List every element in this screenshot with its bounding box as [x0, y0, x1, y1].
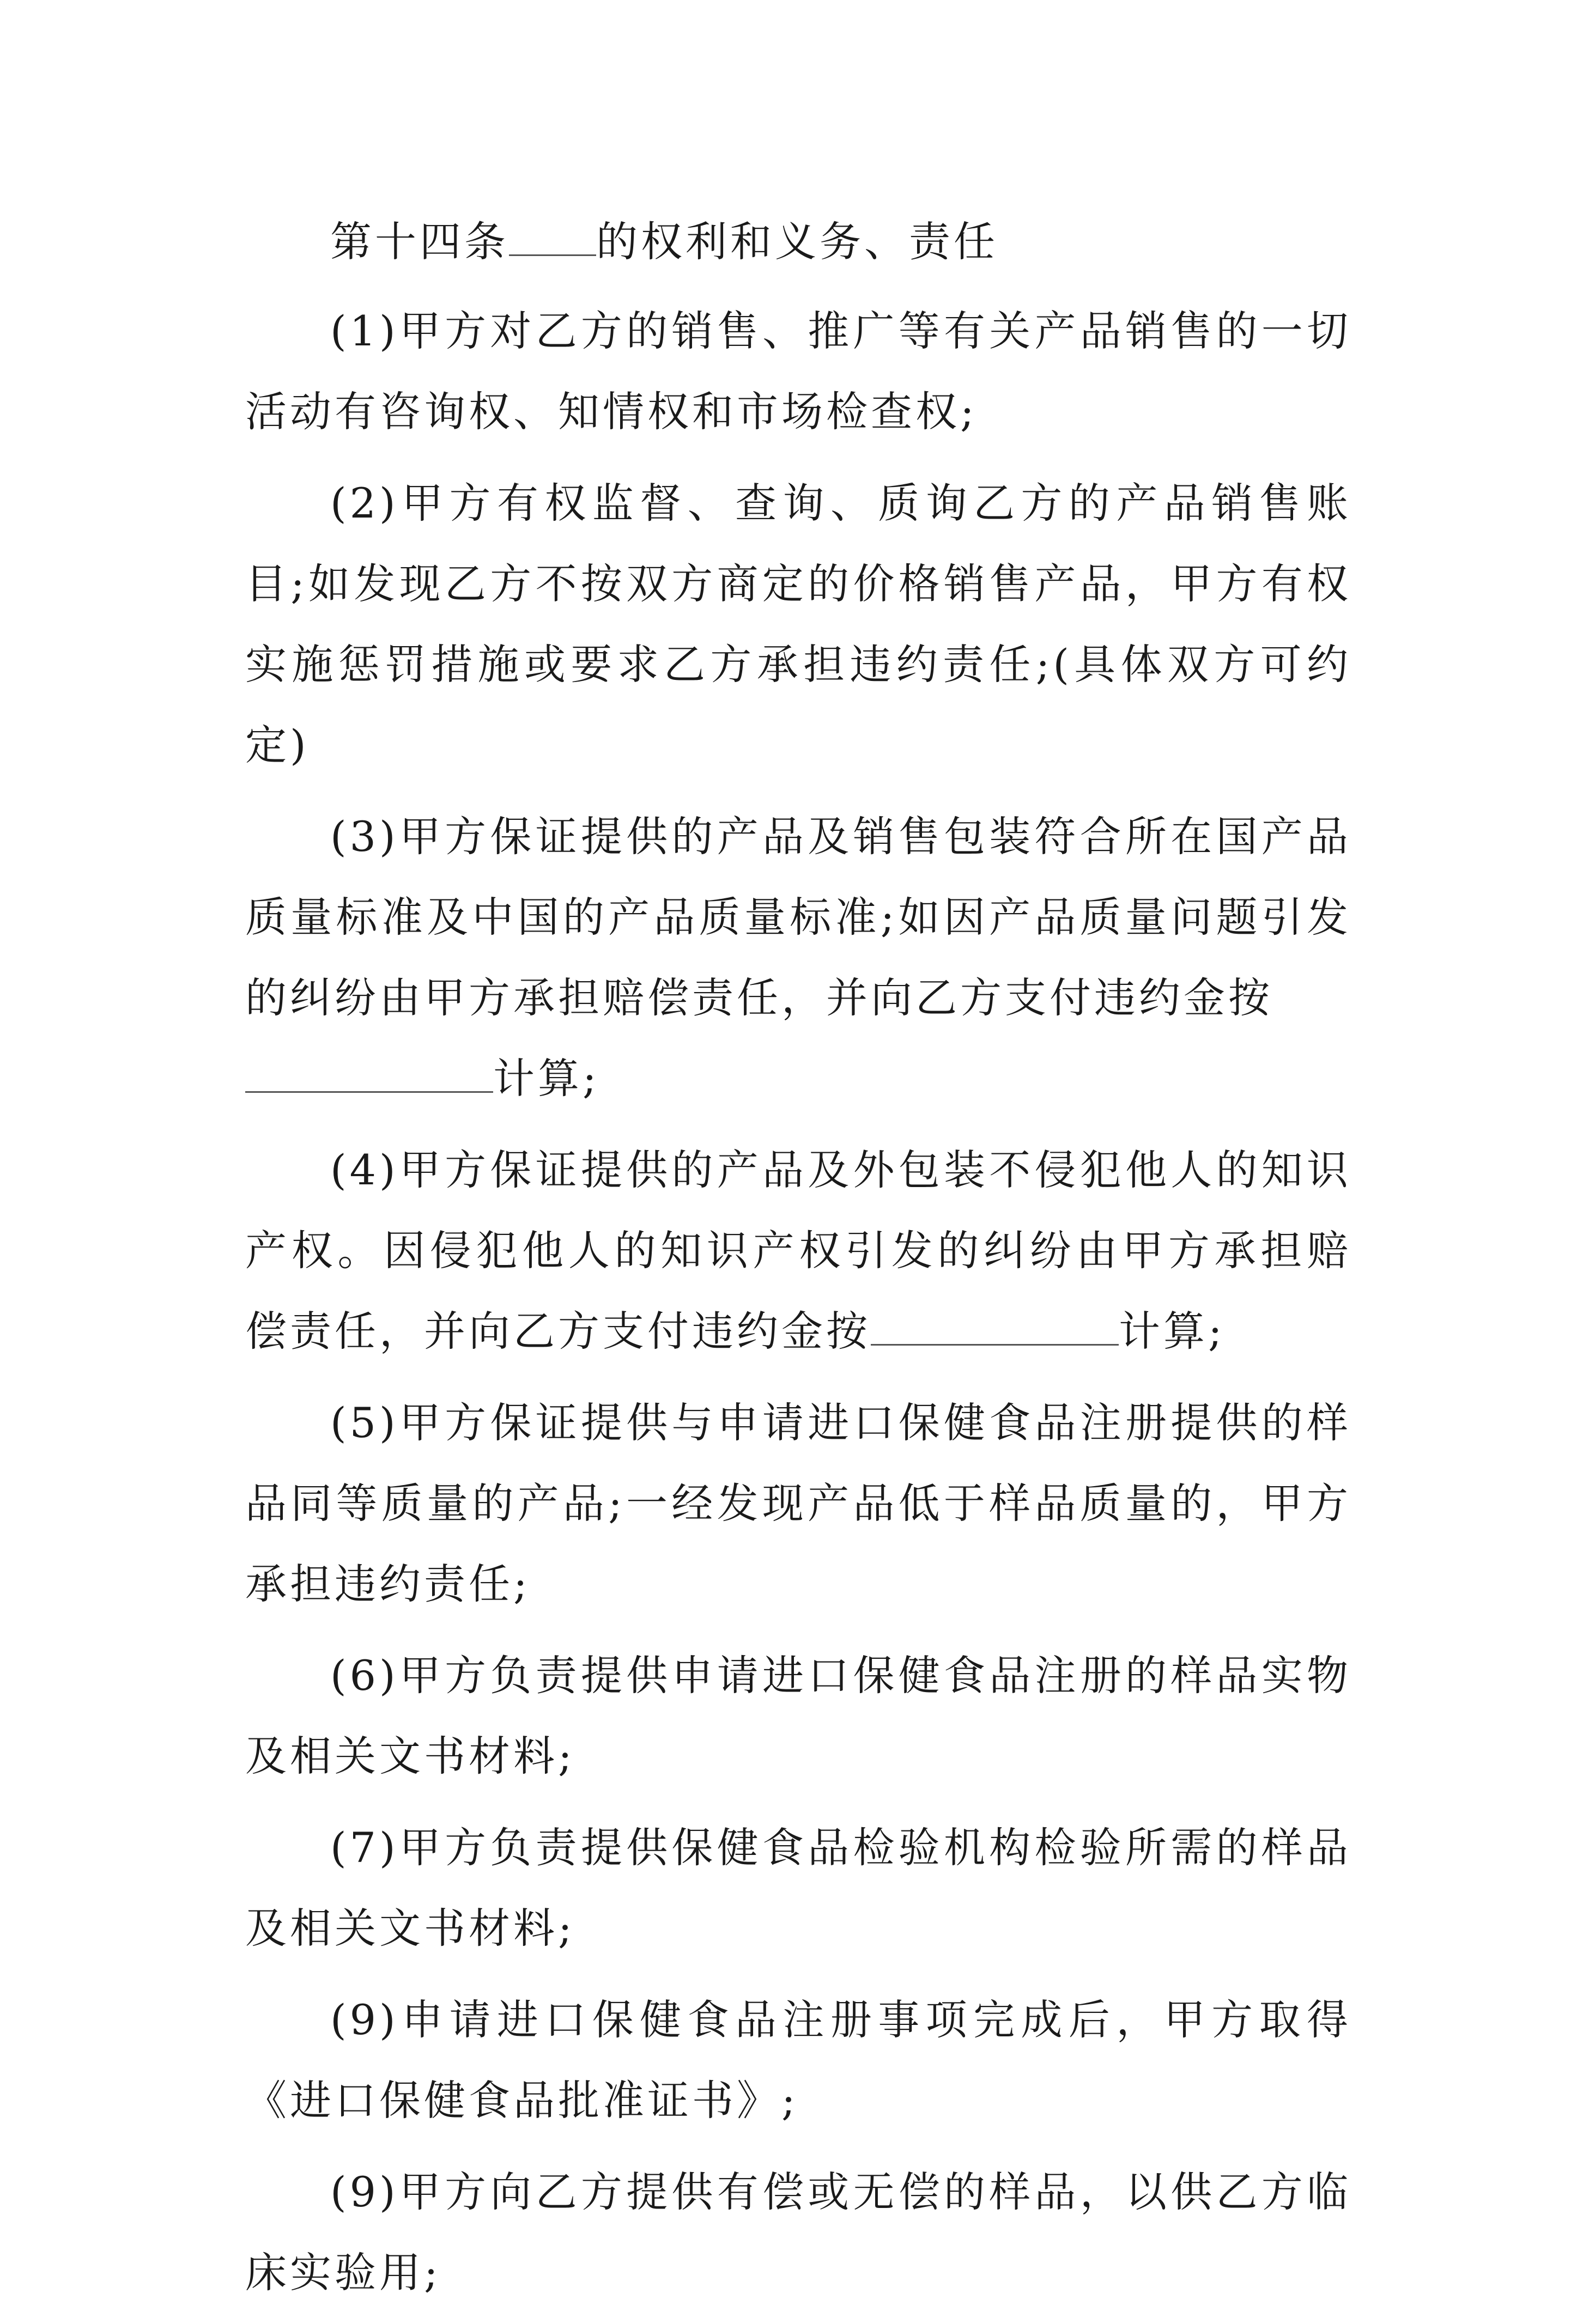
- article-title: 的权利和义务、责任: [596, 217, 998, 266]
- article-heading: [245, 202, 1351, 282]
- clause-4: [245, 1130, 1351, 1372]
- clause-9b: (9)甲方向乙方提供有偿或无偿的样品，以供乙方临床实验用;: [245, 2168, 1351, 2297]
- clause-4-suffix: 计算;: [1119, 1307, 1226, 1355]
- blank-field: [245, 1058, 493, 1093]
- clause-3: [245, 796, 1351, 1119]
- blank-field: [509, 222, 596, 256]
- clause-7: (7)甲方负责提供保健食品检验机构检验所需的样品及相关文书材料;: [245, 1823, 1351, 1952]
- document-page: [245, 202, 1351, 2324]
- clause-1: (1)甲方对乙方的销售、推广等有关产品销售的一切活动有咨询权、知情权和市场检查权;: [245, 307, 1351, 436]
- article-number: 第十四条: [330, 217, 509, 266]
- blank-field: [871, 1311, 1119, 1346]
- clause-6: (6)甲方负责提供申请进口保健食品注册的样品实物及相关文书材料;: [245, 1651, 1351, 1780]
- clause-3-suffix: 计算;: [493, 1054, 600, 1103]
- clause-9a: (9)申请进口保健食品注册事项完成后，甲方取得《进口保健食品批准证书》;: [245, 1996, 1351, 2125]
- clause-4-text: (4)甲方保证提供的产品及外包装不侵犯他人的知识产权。因侵犯他人的知识产权引发的纠纷由甲方承担赔偿责任，并向乙方支付违约金按: [245, 1146, 1351, 1355]
- clause-2: (2)甲方有权监督、查询、质询乙方的产品销售账目;如发现乙方不按双方商定的价格销售产品，甲方有权实施惩罚措施或要求乙方承担违约责任;(具体双方可约定): [245, 479, 1351, 769]
- clause-3-text: (3)甲方保证提供的产品及销售包装符合所在国产品质量标准及中国的产品质量标准;如因产品质量问题引发的纠纷由甲方承担赔偿责任，并向乙方支付违约金按: [245, 812, 1351, 1022]
- clause-5: (5)甲方保证提供与申请进口保健食品注册提供的样品同等质量的产品;一经发现产品低于样品质量的，甲方承担违约责任;: [245, 1398, 1351, 1608]
